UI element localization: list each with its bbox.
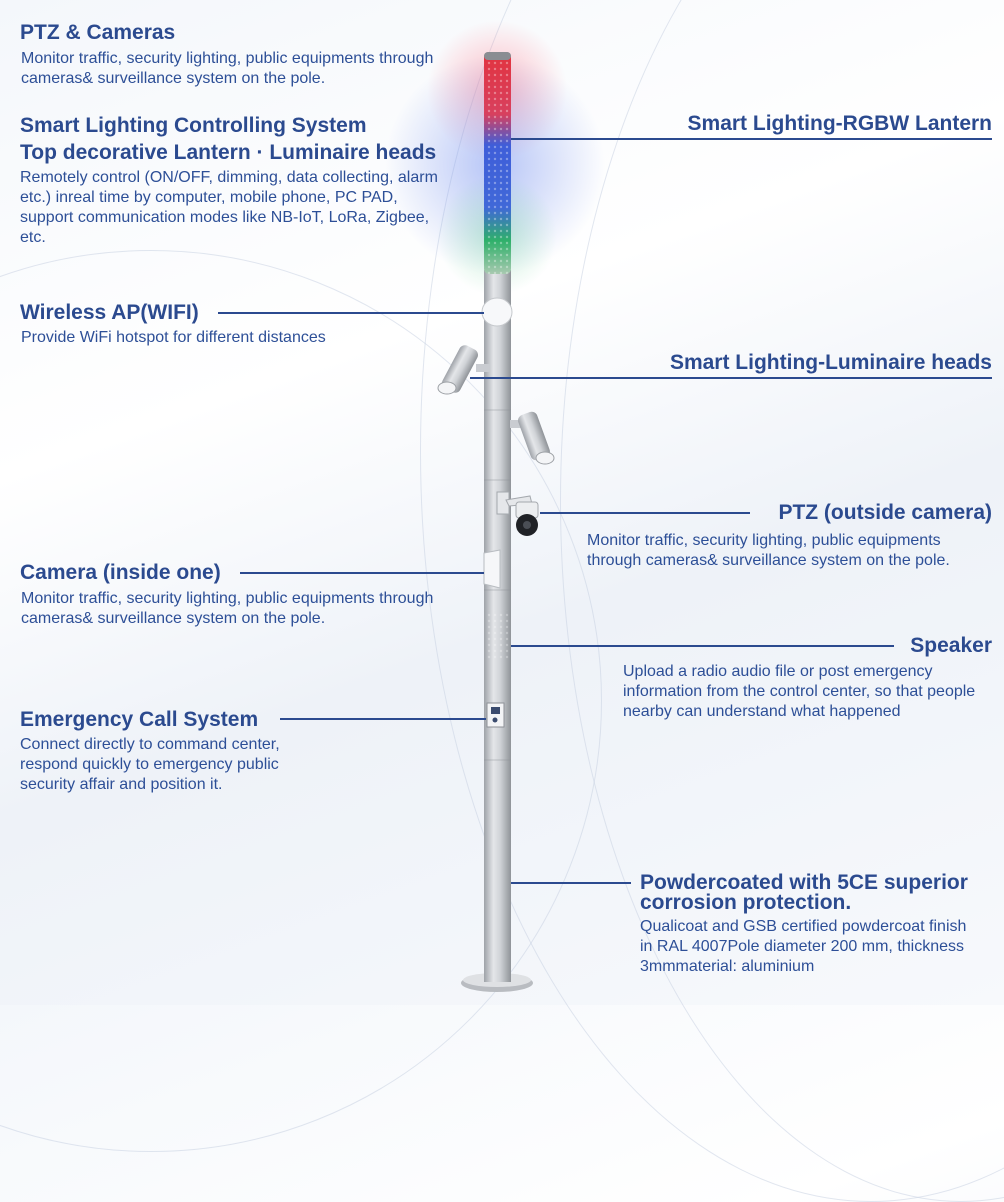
rgbw-lantern-connector-line — [511, 138, 992, 140]
camera-inside-description: Monitor traffic, security lighting, public equipments through cameras& surveillance system on the pole. — [21, 590, 434, 627]
luminaire-head-right-icon — [510, 410, 554, 464]
ptz-outside-connector-line — [540, 512, 750, 514]
powdercoated-description: Qualicoat and GSB certified powdercoat finish in RAL 4007Pole diameter 200 mm, thickness 3mmmaterial: aluminium — [640, 918, 967, 975]
wireless-ap-connector-line — [218, 312, 484, 314]
powdercoated-title: Powdercoated with 5CE superior — [640, 871, 968, 894]
speaker-title: Speaker — [910, 634, 992, 657]
smart-lighting-system-description: Remotely control (ON/OFF, dimming, data collecting, alarm etc.) inreal time by computer, mobile phone, PC PAD, support communication modes like NB-IoT, LoRa, Zigbee, etc. — [20, 169, 438, 246]
wireless-ap-description: Provide WiFi hotspot for different distances — [21, 329, 326, 346]
ptz-outside-title: PTZ (outside camera) — [778, 501, 992, 524]
camera-inside-connector-line — [240, 572, 484, 574]
luminaire-heads-title: Smart Lighting-Luminaire heads — [669, 351, 992, 374]
luminaire-head-left-icon — [438, 343, 490, 395]
emergency-call-description: Connect directly to command center, respond quickly to emergency public security affair and position it. — [20, 736, 280, 793]
wireless-ap-title: Wireless AP(WIFI) — [20, 301, 199, 324]
ptz-cameras-description: Monitor traffic, security lighting, public equipments through cameras& surveillance system on the pole. — [21, 50, 434, 87]
emergency-call-title: Emergency Call System — [20, 708, 259, 731]
speaker-connector-line — [511, 645, 894, 647]
powdercoated-connector-line — [511, 882, 631, 884]
smart-lighting-system-title: Smart Lighting Controlling System — [20, 114, 367, 137]
rgbw-lantern-title: Smart Lighting-RGBW Lantern — [687, 112, 992, 135]
luminaire-heads-connector-line — [470, 377, 992, 379]
speaker-description: Upload a radio audio file or post emergency information from the control center, so that people nearby can understand what happened — [623, 663, 976, 720]
smart-lighting-system-subtitle: Top decorative Lantern · Luminaire heads — [20, 141, 437, 164]
powdercoated-subtitle: corrosion protection. — [640, 891, 852, 914]
ptz-outside-description: Monitor traffic, security lighting, public equipments through cameras& surveillance system on the pole. — [587, 532, 950, 569]
camera-inside-title: Camera (inside one) — [20, 561, 221, 584]
ptz-cameras-title: PTZ & Cameras — [20, 21, 176, 44]
emergency-call-connector-line — [280, 718, 486, 720]
